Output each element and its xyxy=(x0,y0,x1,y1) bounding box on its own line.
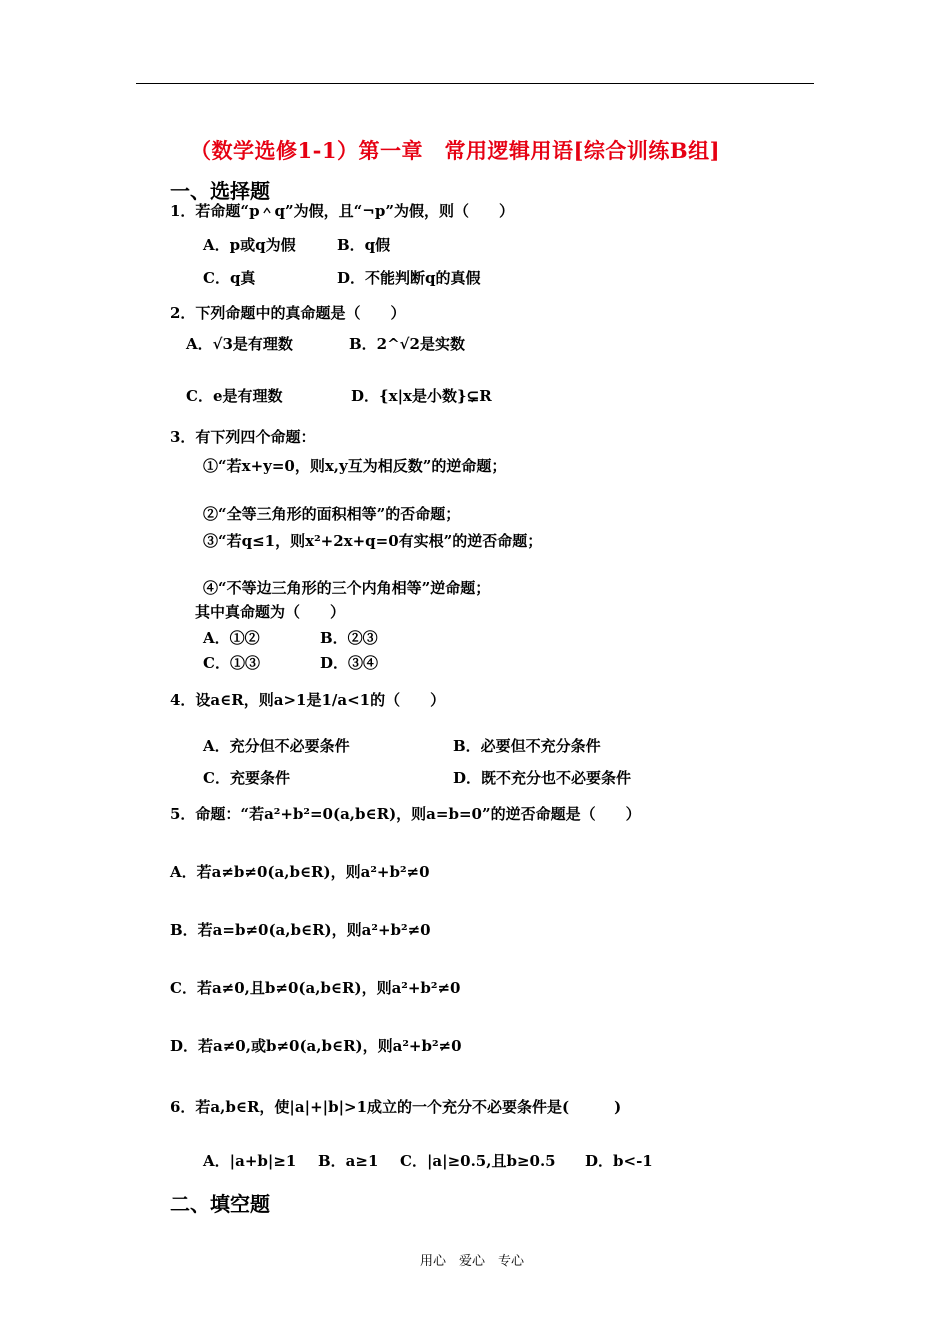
q4-option-c: C．充要条件 xyxy=(203,769,290,787)
q6-option-c: C．|a|≥0.5,且b≥0.5 xyxy=(400,1152,556,1170)
question-3: 3．有下列四个命题： xyxy=(170,428,316,446)
q2-option-d: D．{x|x是小数}⊊R xyxy=(351,387,492,405)
q6-option-d: D．b<-1 xyxy=(585,1152,653,1170)
q3-proposition-3: ③“若q≤1，则x²+2x+q=0有实根”的逆否命题； xyxy=(203,532,543,550)
question-1: 1．若命题“p＾q”为假，且“¬p”为假，则（ ） xyxy=(170,202,514,220)
section-heading-choice: 一、选择题 xyxy=(170,179,270,203)
q3-proposition-2: ②“全等三角形的面积相等”的否命题； xyxy=(203,505,461,523)
q3-proposition-4: ④“不等边三角形的三个内角相等”逆命题； xyxy=(203,579,491,597)
header-rule xyxy=(136,83,814,84)
question-5: 5．命题：“若a²+b²=0(a,b∈R)，则a=b=0”的逆否命题是（ ） xyxy=(170,805,641,823)
q2-option-b: B．2^√2是实数 xyxy=(349,335,465,353)
q3-ask: 其中真命题为（ ） xyxy=(195,603,346,621)
q5-option-b: B．若a=b≠0(a,b∈R)，则a²+b²≠0 xyxy=(170,921,431,939)
question-6: 6．若a,b∈R，使|a|+|b|>1成立的一个充分不必要条件是( ) xyxy=(170,1098,622,1116)
q3-option-b: B．②③ xyxy=(320,629,378,647)
q2-option-c: C．e是有理数 xyxy=(186,387,283,405)
q4-option-b: B．必要但不充分条件 xyxy=(453,737,601,755)
q1-option-b: B．q假 xyxy=(337,236,391,254)
q5-option-a: A．若a≠b≠0(a,b∈R)，则a²+b²≠0 xyxy=(170,863,430,881)
q1-option-c: C．q真 xyxy=(203,269,256,287)
q1-option-d: D．不能判断q的真假 xyxy=(337,269,481,287)
q5-option-d: D．若a≠0,或b≠0(a,b∈R)，则a²+b²≠0 xyxy=(170,1037,462,1055)
question-4: 4．设a∈R，则a>1是1/a<1的（ ） xyxy=(170,691,446,709)
q3-proposition-1: ①“若x+y=0，则x,y互为相反数”的逆命题； xyxy=(203,457,507,475)
q3-option-a: A．①② xyxy=(203,629,260,647)
q4-option-d: D．既不充分也不必要条件 xyxy=(453,769,632,787)
page-footer: 用心 爱心 专心 xyxy=(420,1254,525,1269)
section-heading-fill: 二、填空题 xyxy=(170,1192,270,1216)
q5-option-c: C．若a≠0,且b≠0(a,b∈R)，则a²+b²≠0 xyxy=(170,979,461,997)
q1-option-a: A．p或q为假 xyxy=(203,236,296,254)
q2-option-a: A．√3是有理数 xyxy=(186,335,293,353)
q3-option-c: C．①③ xyxy=(203,654,260,672)
q4-option-a: A．充分但不必要条件 xyxy=(203,737,350,755)
q3-option-d: D．③④ xyxy=(320,654,379,672)
document-title: （数学选修1-1）第一章 常用逻辑用语[综合训练B组] xyxy=(190,138,721,163)
question-2: 2．下列命题中的真命题是（ ） xyxy=(170,304,406,322)
q6-option-a: A．|a+b|≥1 xyxy=(203,1152,297,1170)
q6-option-b: B．a≥1 xyxy=(318,1152,379,1170)
